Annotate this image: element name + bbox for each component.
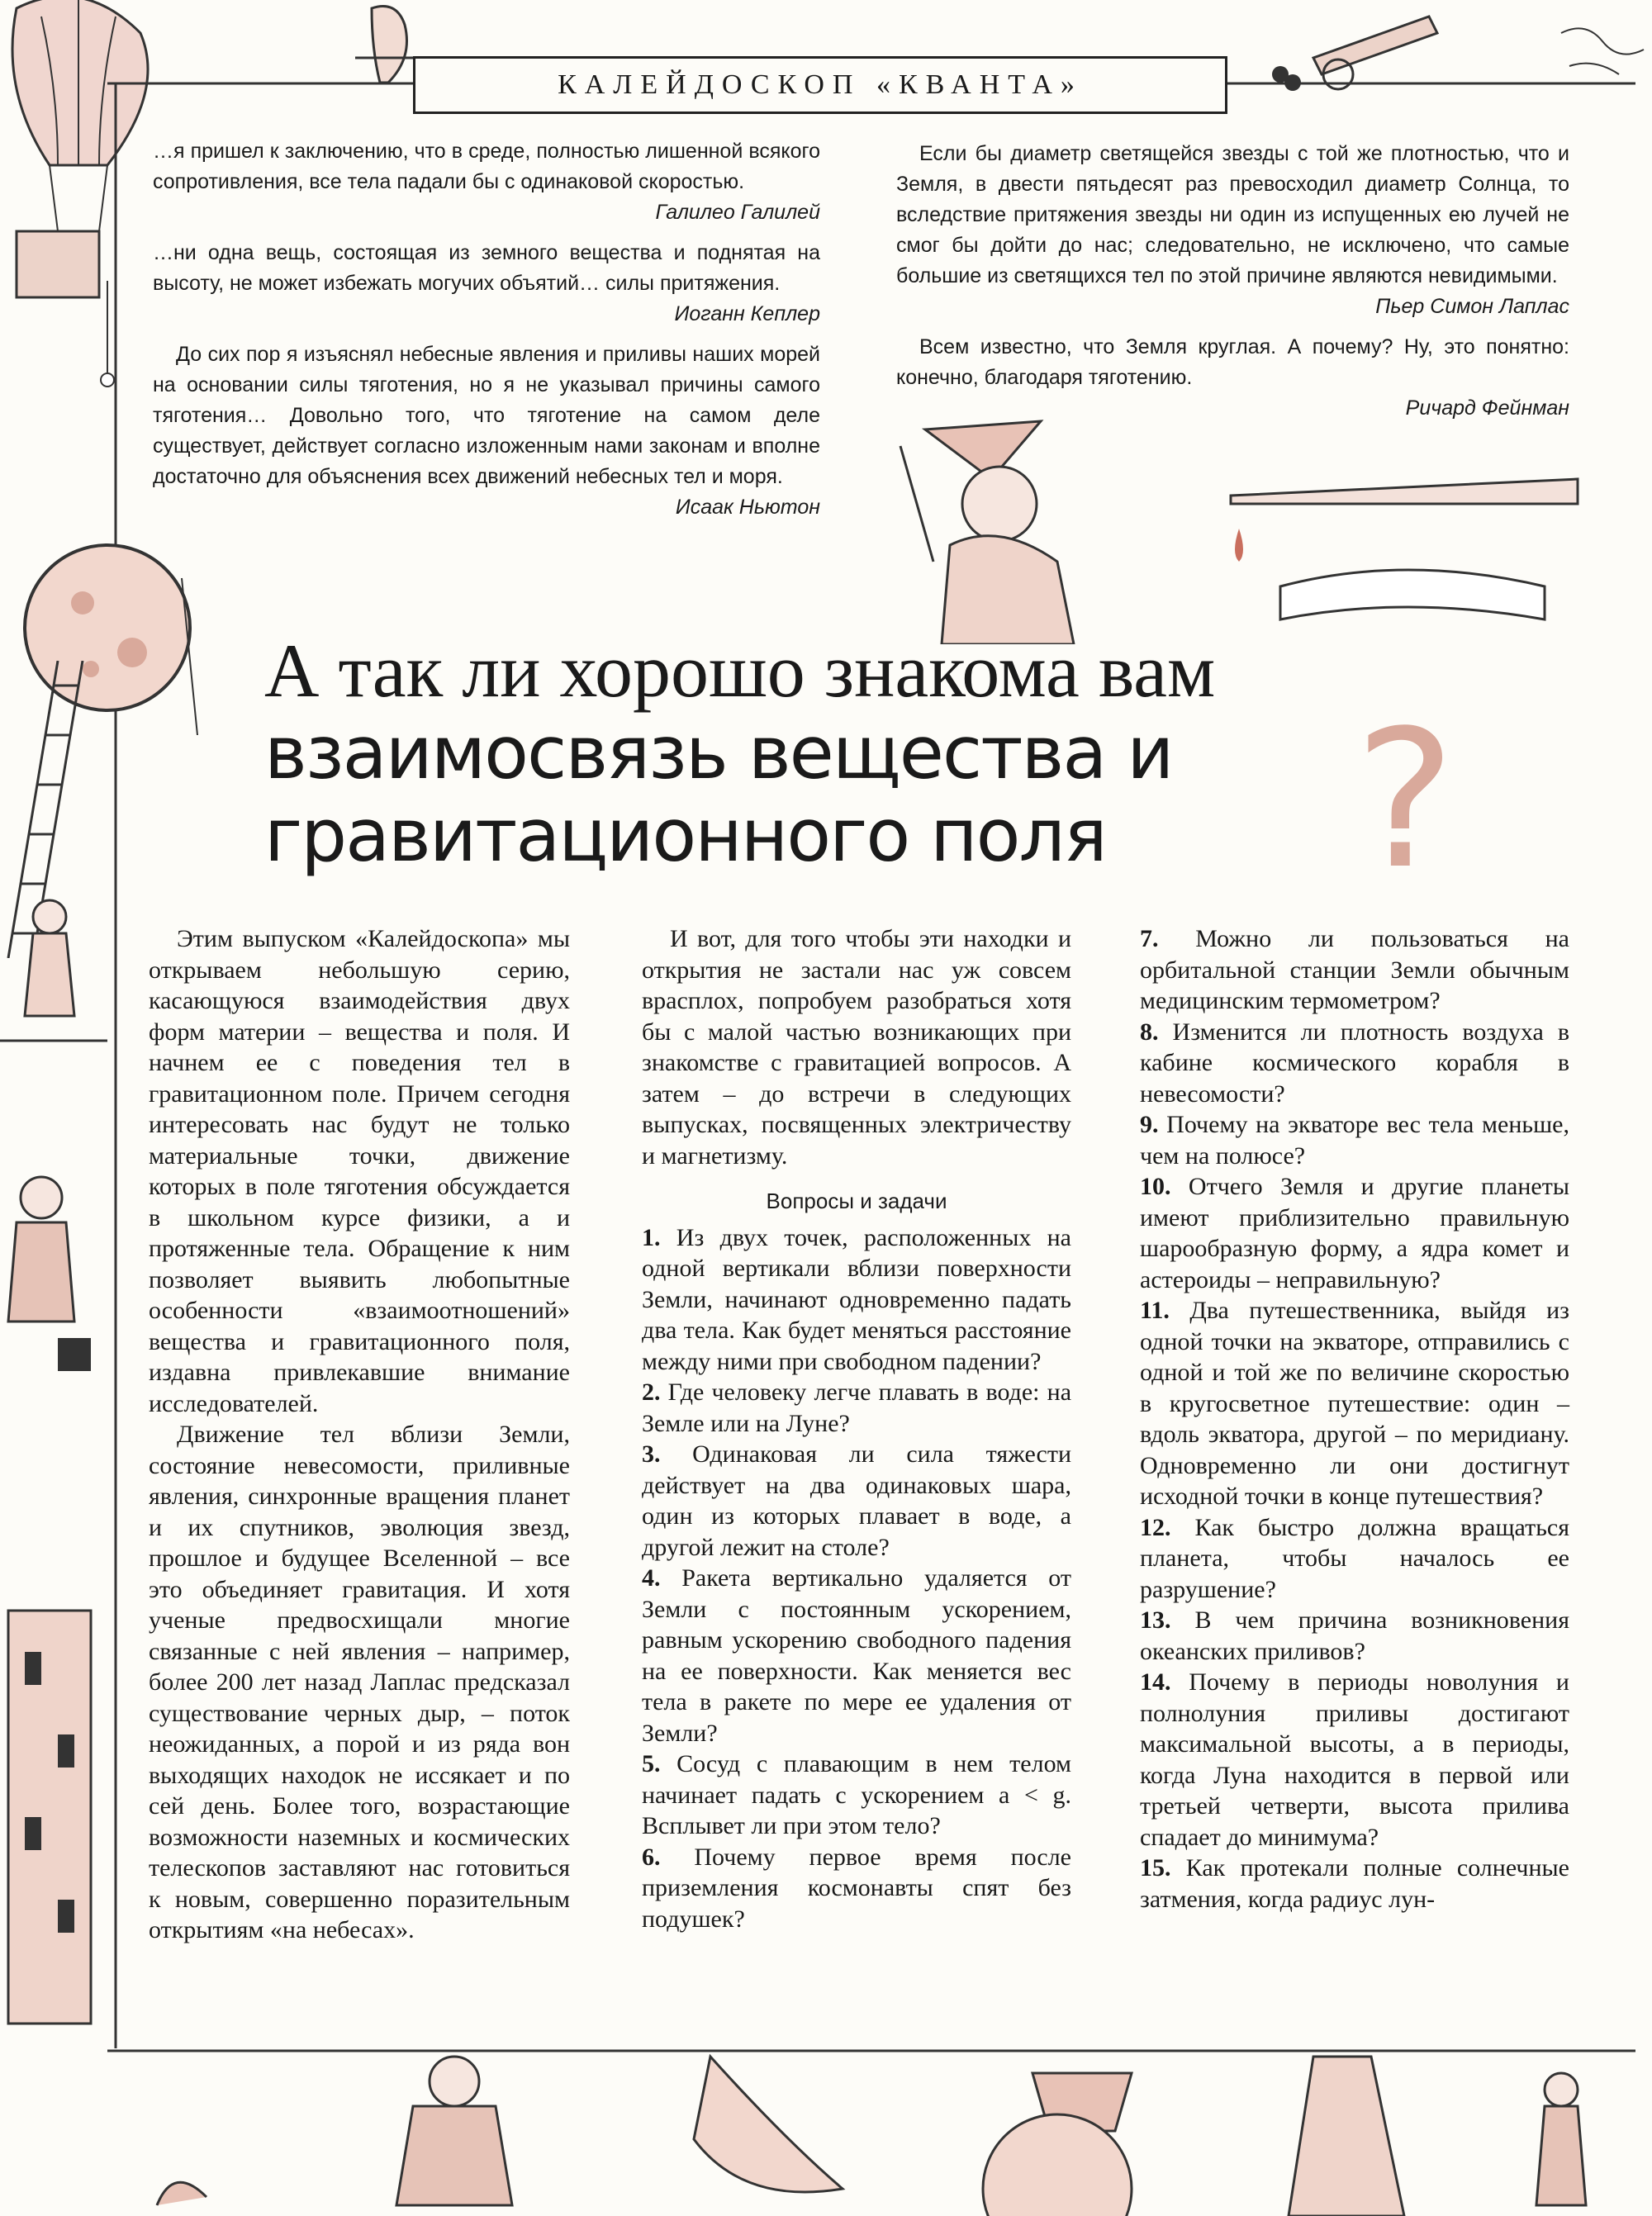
question-text: В чем причина возникновения океанских приливов?	[1140, 1606, 1569, 1665]
question-number: 5.	[642, 1750, 661, 1777]
question-item	[1140, 1667, 1569, 1853]
question-text: Почему на экваторе вес тела меньше, чем на полюсе?	[1140, 1111, 1569, 1170]
question-number: 1.	[642, 1223, 661, 1251]
question-text: Одинаковая ли сила тяжести действует на два одинаковых шара, один из которых плавает в воде, а другой лежит на столе?	[642, 1440, 1072, 1561]
scientist-illustration	[876, 396, 1123, 644]
question-item	[642, 1222, 1071, 1378]
article-title-line2	[264, 712, 1487, 795]
quill-illustration	[1198, 446, 1611, 628]
question-item	[642, 1563, 1071, 1749]
question-number: 10.	[1140, 1173, 1171, 1200]
question-item	[642, 1749, 1071, 1842]
question-text: Изменится ли плотность воздуха в кабине космического корабля в невесомости?	[1140, 1018, 1570, 1108]
quote-author: Галилео Галилей	[655, 201, 820, 224]
article-title-line2-text: взаимосвязь вещества и	[264, 710, 1173, 795]
question-number: 15.	[1140, 1854, 1171, 1881]
question-item	[1140, 1853, 1569, 1915]
quote-author: Иоганн Кеплер	[674, 302, 820, 325]
quote-text: Если бы диаметр светящейся звезды с той же плотностью, что и Земля, в двести пятьдесят раз превосходил диаметр Солнца, то вследствие притяжения звезды ни один из испущенных ею лучей не смог бы дойти до нас; следовательно, не исключено, что самые большие из светящихся тел по этой причине являются невидимыми.	[896, 142, 1569, 287]
question-number: 12.	[1140, 1513, 1171, 1541]
question-text: Ракета вертикально удаляется от Земли с постоянным ускорением, равным ускорению свободного падения на ее поверхности. Как меняется вес тела в ракете по мере ее удаления от Земли?	[642, 1564, 1071, 1747]
article-column-3	[1140, 923, 1569, 1915]
balloon-illustration	[0, 0, 165, 388]
section-header	[413, 56, 1227, 114]
article-column-2	[642, 923, 1071, 1934]
question-number: 6.	[642, 1843, 661, 1871]
question-number: 9.	[1140, 1111, 1159, 1138]
quotes-left	[153, 136, 820, 533]
tower-left	[0, 1602, 116, 2032]
quote-author: Исаак Ньютон	[675, 496, 820, 519]
article-column-1	[149, 923, 570, 1946]
question-item	[1140, 1512, 1569, 1606]
question-number: 7.	[1140, 925, 1159, 952]
quote-text: …ни одна вещь, состоящая из земного вещества и поднятая на высоту, не может избежать могучих объятий… силы притяжения.	[153, 241, 820, 295]
question-item	[642, 1377, 1071, 1439]
quote-author: Ричард Фейнман	[1405, 396, 1569, 420]
question-item	[1140, 1109, 1569, 1171]
question-item	[1140, 1017, 1569, 1110]
figure-left-2	[0, 1156, 107, 1388]
question-item	[642, 1439, 1071, 1563]
paragraph: Этим выпуском «Калейдоскопа» мы открываем небольшую серию, касающуюся взаимодействия двух форм материи – вещества и поля. И начнем ее с поведения тел в гравитационном поле. Причем сегодня интересовать нас будут не только материальные точки, движение которых в поле тяготения обсуждается в школьном курсе физики, а и протяженные тела. Обращение к ним позволяет выявить любопытные особенности «взаимоотношений» вещества и гравитационного поля, издавна привлекавшие внимание исследователей.	[149, 925, 570, 1417]
questions-heading: Вопросы и задачи	[766, 1189, 947, 1213]
quote-text: Всем известно, что Земля круглая. А почему? Ну, это понятно: конечно, благодаря тяготению.	[896, 335, 1569, 389]
quote-text: …я пришел к заключению, что в среде, полностью лишенной всякого сопротивления, все тела падали бы с одинаковой скоростью.	[153, 140, 820, 193]
quotes-right	[896, 139, 1569, 434]
article-title-line3	[264, 795, 1487, 877]
figure-left-1	[0, 892, 107, 1057]
section-title: КАЛЕЙДОСКОП «КВАНТА»	[558, 69, 1083, 100]
question-item	[1140, 923, 1569, 1017]
article-title-line3-text: гравитационного поля	[264, 793, 1106, 878]
question-number: 2.	[642, 1378, 661, 1406]
question-text: Как быстро должна вращаться планета, чтобы началось ее разрушение?	[1140, 1513, 1569, 1603]
quote-text: До сих пор я изъяснял небесные явления и приливы наших морей на основании силы тяготения, но я не указывал причины самого тяготения… Довольно того, что тяготение на самом деле существует, действует согласно изложенным нами законам и вполне достаточно для объяснения всех движений небесных тел и моря.	[153, 343, 820, 488]
paragraph: Движение тел вблизи Земли, состояние невесомости, приливные явления, синхронные вращения планет и их спутников, эволюция звезд, прошлое и будущее Вселенной – все это объединяет гравитация. И хотя ученые предвосхищали многие связанные с ней явления – например, более 200 лет назад Лаплас предсказал существование черных дыр, – поток неожиданных, а порой и из ряда вон выходящих находок не иссякает и по сей день. Более того, возрастающие возможности наземных и космических телескопов заставляют нас готовиться к новым, совершенно поразительным открытиям «на небесах».	[149, 1421, 570, 1943]
question-text: Где человеку легче плавать в воде: на Земле или на Луне?	[642, 1378, 1072, 1437]
question-number: 8.	[1140, 1018, 1159, 1046]
question-text: Два путешественника, выйдя из одной точки на экваторе, отправились с одной и той же по величине скоростью в кругосветное путешествие: один – вдоль экватора, другой – по меридиану. Одновременно ли они достигнут исходной точки в конце путешествия?	[1140, 1297, 1570, 1510]
question-text: Отчего Земля и другие планеты имеют приблизительно правильную шарообразную форму, а ядра комет и астероиды – неправильную?	[1140, 1173, 1569, 1293]
question-number: 14.	[1140, 1668, 1171, 1696]
article-title-line1: А так ли хорошо знакома вам	[264, 629, 1216, 713]
question-number: 13.	[1140, 1606, 1171, 1634]
cannon-illustration	[1264, 0, 1470, 91]
title-question-mark: ?	[1355, 690, 1456, 911]
question-number: 11.	[1140, 1297, 1170, 1324]
question-text: Почему в периоды новолуния и полнолуния приливы достигают максимальной высоты, а в периоды, когда Луна находится в первой или третьей четверти, высота прилива спадает до минимума?	[1140, 1668, 1569, 1851]
bottom-illustrations	[0, 2040, 1652, 2216]
question-number: 3.	[642, 1440, 661, 1468]
quote-author: Пьер Симон Лаплас	[1375, 295, 1569, 318]
question-text: Из двух точек, расположенных на одной вертикали вблизи поверхности Земли, начинают одновременно падать два тела. Как будет меняться расстояние между ними при свободном падении?	[642, 1223, 1072, 1375]
question-number: 4.	[642, 1564, 661, 1592]
question-item	[1140, 1605, 1569, 1667]
question-text: Сосуд с плавающим в нем телом начинает падать с ускорением a < g. Всплывет ли при этом тело?	[642, 1750, 1071, 1839]
question-text: Можно ли пользоваться на орбитальной станции Земли обычным медицинским термометром?	[1140, 925, 1569, 1014]
question-item	[1140, 1295, 1569, 1512]
paragraph: И вот, для того чтобы эти находки и открытия не застали нас уж совсем врасплох, попробуем разобраться хотя бы с малой частью возникающих при знакомстве с гравитацией вопросов. А затем – до встречи в следующих выпусках, посвященных электричеству и магнетизму.	[642, 925, 1071, 1170]
question-text: Как протекали полные солнечные затмения, когда радиус лун-	[1140, 1854, 1570, 1913]
question-text: Почему первое время после приземления космонавты спят без подушек?	[642, 1843, 1071, 1933]
question-item	[642, 1842, 1071, 1935]
question-item	[1140, 1171, 1569, 1295]
